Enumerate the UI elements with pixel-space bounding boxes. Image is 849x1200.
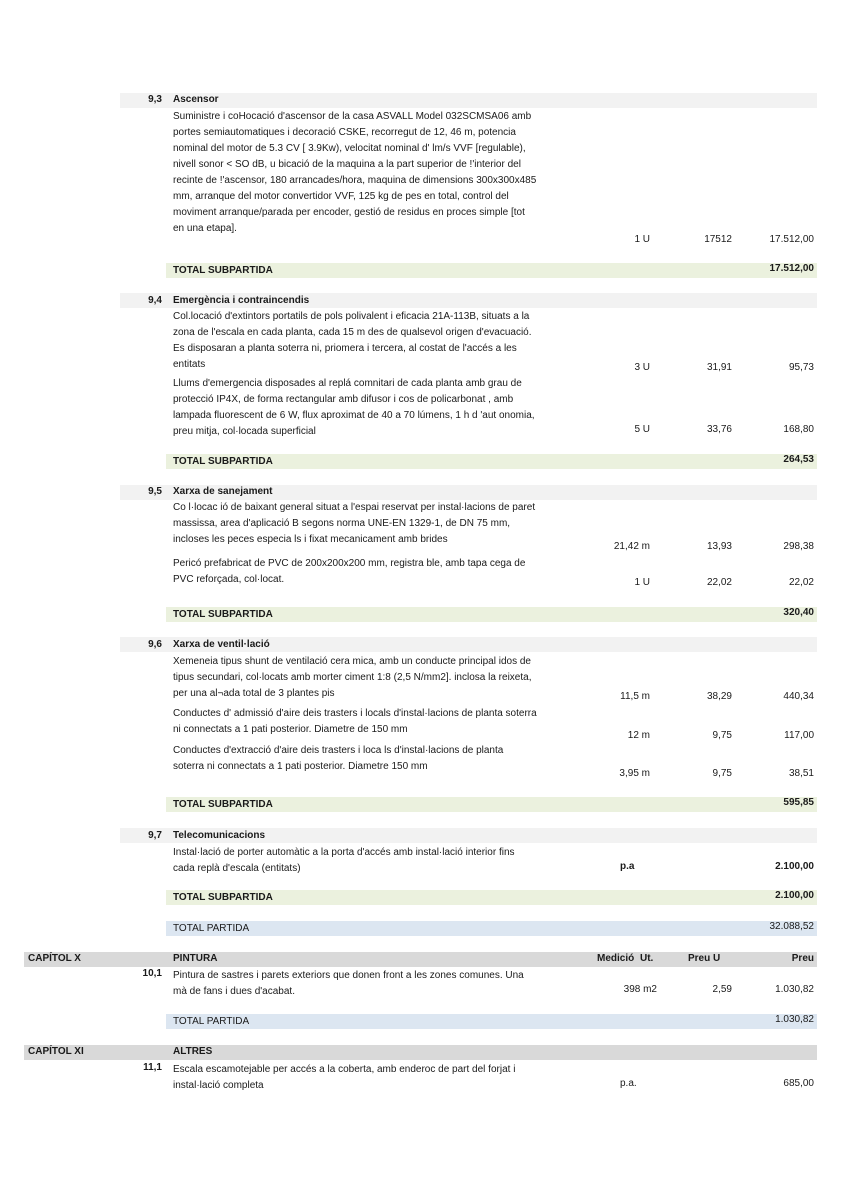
subtotal-amount: 2.100,00: [775, 890, 814, 901]
section-title: Ascensor: [173, 94, 219, 105]
item-unit-price: 38,29: [706, 691, 732, 702]
item-quantity: 11,5 m: [620, 691, 650, 702]
header-price: Preu: [791, 953, 814, 964]
chapter-header-band: [24, 1045, 817, 1060]
item-amount: 685,00: [783, 1078, 814, 1089]
chapter-label: CAPÍTOL X: [28, 953, 81, 964]
item-amount: 17.512,00: [769, 234, 814, 245]
item-amount: 22,02: [788, 577, 814, 588]
item-amount: 38,51: [788, 768, 814, 779]
section-number: 9,6: [148, 639, 162, 650]
chapter-label: CAPÍTOL XI: [28, 1046, 84, 1057]
subtotal-label: TOTAL SUBPARTIDA: [173, 609, 273, 620]
item-amount: 117,00: [784, 730, 814, 741]
item-description: Escala escamotejable per accés a la coberta, amb enderoc de part del forjat i instal·lació completa: [173, 1064, 516, 1091]
section-number: 9,3: [148, 94, 162, 105]
item-amount: 440,34: [783, 691, 814, 702]
item-unit-price: 22,02: [706, 577, 732, 588]
item-quantity: 1 U: [634, 577, 650, 588]
item-quantity: 21,42 m: [613, 541, 650, 552]
item-quantity: 1 U: [634, 234, 650, 245]
item-description: Llums d'emergencia disposades al replá comnitari de cada planta amb grau de protecció IP4X, de forma rectangular amb difusor i cos de policarbonat , amb lampada fluorescent de 6 W, flux aproximat de 40 a 70 lúmens, 1 h d 'aut onomia, preu mitja, col·locada superficial: [173, 378, 535, 437]
item-unit-price: 33,76: [706, 424, 732, 435]
section-title: Xarxa de ventil·lació: [173, 639, 270, 650]
item-unit-price: 9,75: [712, 768, 732, 779]
item-unit-price: 17512: [704, 234, 732, 245]
section-header-band: [120, 93, 817, 108]
item-description: Suministre i coHocació d'ascensor de la casa ASVALL Model 032SCMSA06 amb portes semiautomatiques i decoració CSKE, recorregut de 12, 46 m, potencia nominal del motor de 5.3 CV [ 3.9Kw), velocitat nominal d' lm/s VVF [regulable), nivell sonor < SO dB, u bicació de la maquina a la part superior de !'interior del recinte de !'ascensor, 180 arrancades/hora, maquina de dimensions 300x300x485 mm, arranque del motor convertidor VVF, 125 kg de pes en total, control del moviment arranque/parada per encoder, gestió de residus en proces simple [tot en una etapa].: [173, 111, 537, 234]
partida-total-label: TOTAL PARTIDA: [173, 1016, 250, 1027]
subtotal-label: TOTAL SUBPARTIDA: [173, 892, 273, 903]
item-description: Pericó prefabricat de PVC de 200x200x200 mm, registra ble, amb tapa cega de PVC reforçada, col·locat.: [173, 558, 526, 585]
subtotal-label: TOTAL SUBPARTIDA: [173, 265, 273, 276]
item-amount: 1.030,82: [775, 984, 814, 995]
item-quantity: 3 U: [634, 362, 650, 373]
partida-total-label: TOTAL PARTIDA: [173, 923, 250, 934]
item-quantity: 5 U: [634, 424, 650, 435]
header-medicio: Medició: [597, 953, 635, 964]
subtotal-amount: 17.512,00: [769, 263, 814, 274]
item-unit-price: 13,93: [706, 541, 732, 552]
item-number: 11,1: [143, 1062, 162, 1073]
item-quantity: p.a: [620, 861, 635, 872]
item-unit-price: 9,75: [712, 730, 732, 741]
chapter-title: PINTURA: [173, 953, 218, 964]
section-title: Emergència i contraincendis: [173, 295, 310, 306]
item-amount: 95,73: [788, 362, 814, 373]
header-unit: Ut.: [640, 953, 654, 964]
section-title: Xarxa de sanejament: [173, 486, 273, 497]
item-quantity: 398 m2: [623, 984, 657, 995]
item-quantity: 3,95 m: [619, 768, 650, 779]
section-number: 9,7: [148, 830, 162, 841]
subtotal-amount: 264,53: [783, 454, 814, 465]
subtotal-amount: 595,85: [783, 797, 814, 808]
item-description: Instal·lació de porter automàtic a la porta d'accés amb instal·lació interior fins cada replà d'escala (entitats): [173, 847, 515, 874]
item-quantity: 12 m: [627, 730, 650, 741]
item-description: Conductes d'extracció d'aire deis trasters i loca ls d'instal·lacions de planta soterra ni connectats a 1 pati posterior. Diametre 150 mm: [173, 745, 504, 772]
item-description: Xemeneia tipus shunt de ventilació cera mica, amb un conducte principal idos de tipus secundari, col·locats amb morter ciment 1:8 (2,5 N/mm2]. inclosa la reixeta, per una al¬ada total de 3 plantes pis: [173, 656, 532, 699]
subtotal-label: TOTAL SUBPARTIDA: [173, 456, 273, 467]
item-amount: 168,80: [783, 424, 814, 435]
section-number: 9,5: [148, 486, 162, 497]
subtotal-label: TOTAL SUBPARTIDA: [173, 799, 273, 810]
subtotal-amount: 320,40: [783, 607, 814, 618]
item-description: Co l·locac ió de baixant general situat a l'espai reservat per instal·lacions de paret massissa, area d'aplicació B segons norma UNE-EN 1329-1, de DN 75 mm, incloses les peces especia ls i fixat mecanicament amb brides: [173, 502, 536, 545]
item-description: Conductes d' admissió d'aire deis trasters i locals d'instal·lacions de planta soterra ni connectats a 1 pati posterior. Diametre de 150 mm: [173, 708, 537, 735]
section-title: Telecomunicacions: [173, 830, 266, 841]
partida-total-amount: 32.088,52: [769, 921, 814, 932]
item-quantity: p.a.: [620, 1078, 637, 1089]
item-unit-price: 31,91: [706, 362, 732, 373]
item-description: Pintura de sastres i parets exteriors que donen front a les zones comunes. Una mà de fans i dues d'acabat.: [173, 970, 524, 997]
partida-total-amount: 1.030,82: [775, 1014, 814, 1025]
chapter-title: ALTRES: [173, 1046, 213, 1057]
item-unit-price: 2,59: [712, 984, 732, 995]
item-description: Col.locació d'extintors portatils de pols polivalent i eficacia 21A-113B, situats a la zona de l'escala en cada planta, cada 15 m des de qualsevol origen d'evacuació. Es disposaran a planta soterra ni, priomera i tercera, al costat de l'accés a les entitats: [173, 311, 532, 370]
item-amount: 298,38: [783, 541, 814, 552]
section-number: 9,4: [148, 295, 162, 306]
item-amount: 2.100,00: [775, 861, 814, 872]
header-unit-price: Preu U: [688, 953, 721, 964]
item-number: 10,1: [142, 968, 162, 979]
